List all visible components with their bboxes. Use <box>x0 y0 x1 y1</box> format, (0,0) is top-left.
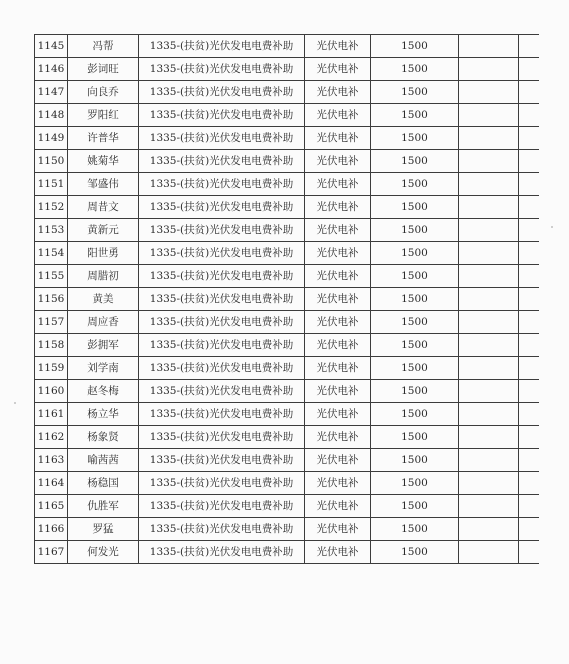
blank-cell <box>459 357 519 380</box>
row-number: 1148 <box>35 104 68 127</box>
subsidy-item: 1335-(扶贫)光伏发电电费补助 <box>139 403 305 426</box>
blank-cell <box>519 196 539 219</box>
recipient-name: 冯帮 <box>68 35 139 58</box>
subsidy-type: 光伏电补 <box>305 334 371 357</box>
subsidy-amount: 1500 <box>371 426 459 449</box>
recipient-name: 彭词旺 <box>68 58 139 81</box>
blank-cell <box>459 311 519 334</box>
row-number: 1161 <box>35 403 68 426</box>
recipient-name: 喻茜茜 <box>68 449 139 472</box>
table-row <box>35 58 539 81</box>
blank-cell <box>519 58 539 81</box>
blank-cell <box>519 81 539 104</box>
subsidy-item: 1335-(扶贫)光伏发电电费补助 <box>139 127 305 150</box>
subsidy-type: 光伏电补 <box>305 219 371 242</box>
blank-cell <box>519 518 539 541</box>
row-number: 1167 <box>35 541 68 564</box>
subsidy-type: 光伏电补 <box>305 449 371 472</box>
subsidy-item: 1335-(扶贫)光伏发电电费补助 <box>139 449 305 472</box>
subsidy-amount: 1500 <box>371 219 459 242</box>
recipient-name: 何发光 <box>68 541 139 564</box>
blank-cell <box>459 150 519 173</box>
subsidy-amount: 1500 <box>371 81 459 104</box>
table-row <box>35 242 539 265</box>
blank-cell <box>519 541 539 564</box>
row-number: 1157 <box>35 311 68 334</box>
subsidy-list-table <box>34 34 539 564</box>
table-row <box>35 518 539 541</box>
subsidy-item: 1335-(扶贫)光伏发电电费补助 <box>139 288 305 311</box>
scan-speck <box>14 402 16 404</box>
subsidy-item: 1335-(扶贫)光伏发电电费补助 <box>139 518 305 541</box>
recipient-name: 邹盛伟 <box>68 173 139 196</box>
subsidy-type: 光伏电补 <box>305 472 371 495</box>
recipient-name: 罗猛 <box>68 518 139 541</box>
subsidy-type: 光伏电补 <box>305 242 371 265</box>
subsidy-item: 1335-(扶贫)光伏发电电费补助 <box>139 81 305 104</box>
subsidy-amount: 1500 <box>371 380 459 403</box>
table-row <box>35 104 539 127</box>
subsidy-amount: 1500 <box>371 357 459 380</box>
recipient-name: 黄新元 <box>68 219 139 242</box>
subsidy-item: 1335-(扶贫)光伏发电电费补助 <box>139 426 305 449</box>
recipient-name: 姚菊华 <box>68 150 139 173</box>
table-row <box>35 265 539 288</box>
subsidy-amount: 1500 <box>371 58 459 81</box>
subsidy-type: 光伏电补 <box>305 541 371 564</box>
subsidy-type: 光伏电补 <box>305 35 371 58</box>
subsidy-type: 光伏电补 <box>305 196 371 219</box>
blank-cell <box>459 242 519 265</box>
subsidy-item: 1335-(扶贫)光伏发电电费补助 <box>139 196 305 219</box>
row-number: 1147 <box>35 81 68 104</box>
recipient-name: 许普华 <box>68 127 139 150</box>
table-row <box>35 403 539 426</box>
subsidy-type: 光伏电补 <box>305 403 371 426</box>
blank-cell <box>519 380 539 403</box>
blank-cell <box>459 334 519 357</box>
blank-cell <box>459 541 519 564</box>
subsidy-list-table-container <box>34 34 538 564</box>
row-number: 1152 <box>35 196 68 219</box>
blank-cell <box>459 265 519 288</box>
recipient-name: 周腊初 <box>68 265 139 288</box>
blank-cell <box>459 58 519 81</box>
subsidy-item: 1335-(扶贫)光伏发电电费补助 <box>139 35 305 58</box>
blank-cell <box>519 472 539 495</box>
blank-cell <box>459 81 519 104</box>
blank-cell <box>459 449 519 472</box>
blank-cell <box>519 242 539 265</box>
subsidy-amount: 1500 <box>371 265 459 288</box>
subsidy-amount: 1500 <box>371 334 459 357</box>
subsidy-type: 光伏电补 <box>305 380 371 403</box>
row-number: 1159 <box>35 357 68 380</box>
row-number: 1145 <box>35 35 68 58</box>
subsidy-amount: 1500 <box>371 127 459 150</box>
recipient-name: 刘学南 <box>68 357 139 380</box>
row-number: 1158 <box>35 334 68 357</box>
table-row <box>35 541 539 564</box>
recipient-name: 阳世勇 <box>68 242 139 265</box>
blank-cell <box>519 265 539 288</box>
blank-cell <box>459 518 519 541</box>
subsidy-type: 光伏电补 <box>305 357 371 380</box>
blank-cell <box>459 35 519 58</box>
blank-cell <box>459 173 519 196</box>
subsidy-type: 光伏电补 <box>305 173 371 196</box>
blank-cell <box>459 472 519 495</box>
row-number: 1163 <box>35 449 68 472</box>
subsidy-type: 光伏电补 <box>305 518 371 541</box>
blank-cell <box>459 127 519 150</box>
subsidy-item: 1335-(扶贫)光伏发电电费补助 <box>139 173 305 196</box>
subsidy-amount: 1500 <box>371 104 459 127</box>
subsidy-amount: 1500 <box>371 472 459 495</box>
table-row <box>35 472 539 495</box>
blank-cell <box>519 357 539 380</box>
subsidy-item: 1335-(扶贫)光伏发电电费补助 <box>139 541 305 564</box>
subsidy-amount: 1500 <box>371 288 459 311</box>
table-row <box>35 288 539 311</box>
row-number: 1155 <box>35 265 68 288</box>
subsidy-item: 1335-(扶贫)光伏发电电费补助 <box>139 472 305 495</box>
subsidy-item: 1335-(扶贫)光伏发电电费补助 <box>139 495 305 518</box>
row-number: 1151 <box>35 173 68 196</box>
table-row <box>35 196 539 219</box>
subsidy-amount: 1500 <box>371 242 459 265</box>
table-row <box>35 380 539 403</box>
table-row <box>35 334 539 357</box>
subsidy-amount: 1500 <box>371 541 459 564</box>
blank-cell <box>459 495 519 518</box>
subsidy-item: 1335-(扶贫)光伏发电电费补助 <box>139 380 305 403</box>
subsidy-item: 1335-(扶贫)光伏发电电费补助 <box>139 357 305 380</box>
row-number: 1164 <box>35 472 68 495</box>
blank-cell <box>459 219 519 242</box>
recipient-name: 周昔文 <box>68 196 139 219</box>
subsidy-item: 1335-(扶贫)光伏发电电费补助 <box>139 150 305 173</box>
table-row <box>35 311 539 334</box>
blank-cell <box>459 380 519 403</box>
recipient-name: 杨立华 <box>68 403 139 426</box>
blank-cell <box>459 196 519 219</box>
subsidy-amount: 1500 <box>371 518 459 541</box>
subsidy-type: 光伏电补 <box>305 58 371 81</box>
subsidy-amount: 1500 <box>371 449 459 472</box>
table-row <box>35 495 539 518</box>
row-number: 1165 <box>35 495 68 518</box>
subsidy-amount: 1500 <box>371 150 459 173</box>
subsidy-amount: 1500 <box>371 173 459 196</box>
recipient-name: 罗阳红 <box>68 104 139 127</box>
recipient-name: 彭拥军 <box>68 334 139 357</box>
blank-cell <box>519 449 539 472</box>
blank-cell <box>459 426 519 449</box>
subsidy-type: 光伏电补 <box>305 127 371 150</box>
table-row <box>35 173 539 196</box>
blank-cell <box>519 173 539 196</box>
table-row <box>35 449 539 472</box>
blank-cell <box>459 104 519 127</box>
blank-cell <box>519 104 539 127</box>
subsidy-type: 光伏电补 <box>305 288 371 311</box>
table-row <box>35 219 539 242</box>
subsidy-type: 光伏电补 <box>305 104 371 127</box>
table-row <box>35 150 539 173</box>
recipient-name: 杨稳国 <box>68 472 139 495</box>
subsidy-amount: 1500 <box>371 196 459 219</box>
subsidy-amount: 1500 <box>371 311 459 334</box>
row-number: 1162 <box>35 426 68 449</box>
blank-cell <box>519 219 539 242</box>
blank-cell <box>519 495 539 518</box>
subsidy-item: 1335-(扶贫)光伏发电电费补助 <box>139 265 305 288</box>
subsidy-item: 1335-(扶贫)光伏发电电费补助 <box>139 104 305 127</box>
blank-cell <box>519 288 539 311</box>
table-row <box>35 81 539 104</box>
blank-cell <box>519 334 539 357</box>
subsidy-item: 1335-(扶贫)光伏发电电费补助 <box>139 219 305 242</box>
row-number: 1156 <box>35 288 68 311</box>
table-body <box>35 35 539 564</box>
subsidy-type: 光伏电补 <box>305 426 371 449</box>
subsidy-type: 光伏电补 <box>305 265 371 288</box>
subsidy-type: 光伏电补 <box>305 150 371 173</box>
table-row <box>35 127 539 150</box>
blank-cell <box>519 150 539 173</box>
table-row <box>35 426 539 449</box>
recipient-name: 周应香 <box>68 311 139 334</box>
subsidy-type: 光伏电补 <box>305 311 371 334</box>
blank-cell <box>459 288 519 311</box>
blank-cell <box>519 35 539 58</box>
subsidy-type: 光伏电补 <box>305 81 371 104</box>
row-number: 1149 <box>35 127 68 150</box>
recipient-name: 杨象贤 <box>68 426 139 449</box>
table-row <box>35 35 539 58</box>
recipient-name: 黄美 <box>68 288 139 311</box>
blank-cell <box>519 127 539 150</box>
blank-cell <box>459 403 519 426</box>
subsidy-item: 1335-(扶贫)光伏发电电费补助 <box>139 334 305 357</box>
row-number: 1166 <box>35 518 68 541</box>
subsidy-item: 1335-(扶贫)光伏发电电费补助 <box>139 242 305 265</box>
row-number: 1146 <box>35 58 68 81</box>
blank-cell <box>519 426 539 449</box>
subsidy-item: 1335-(扶贫)光伏发电电费补助 <box>139 58 305 81</box>
row-number: 1150 <box>35 150 68 173</box>
table-row <box>35 357 539 380</box>
subsidy-type: 光伏电补 <box>305 495 371 518</box>
subsidy-item: 1335-(扶贫)光伏发电电费补助 <box>139 311 305 334</box>
row-number: 1154 <box>35 242 68 265</box>
subsidy-amount: 1500 <box>371 35 459 58</box>
row-number: 1153 <box>35 219 68 242</box>
scan-speck <box>551 226 553 228</box>
subsidy-amount: 1500 <box>371 403 459 426</box>
recipient-name: 仇胜军 <box>68 495 139 518</box>
recipient-name: 赵冬梅 <box>68 380 139 403</box>
subsidy-amount: 1500 <box>371 495 459 518</box>
blank-cell <box>519 311 539 334</box>
blank-cell <box>519 403 539 426</box>
recipient-name: 向良乔 <box>68 81 139 104</box>
row-number: 1160 <box>35 380 68 403</box>
